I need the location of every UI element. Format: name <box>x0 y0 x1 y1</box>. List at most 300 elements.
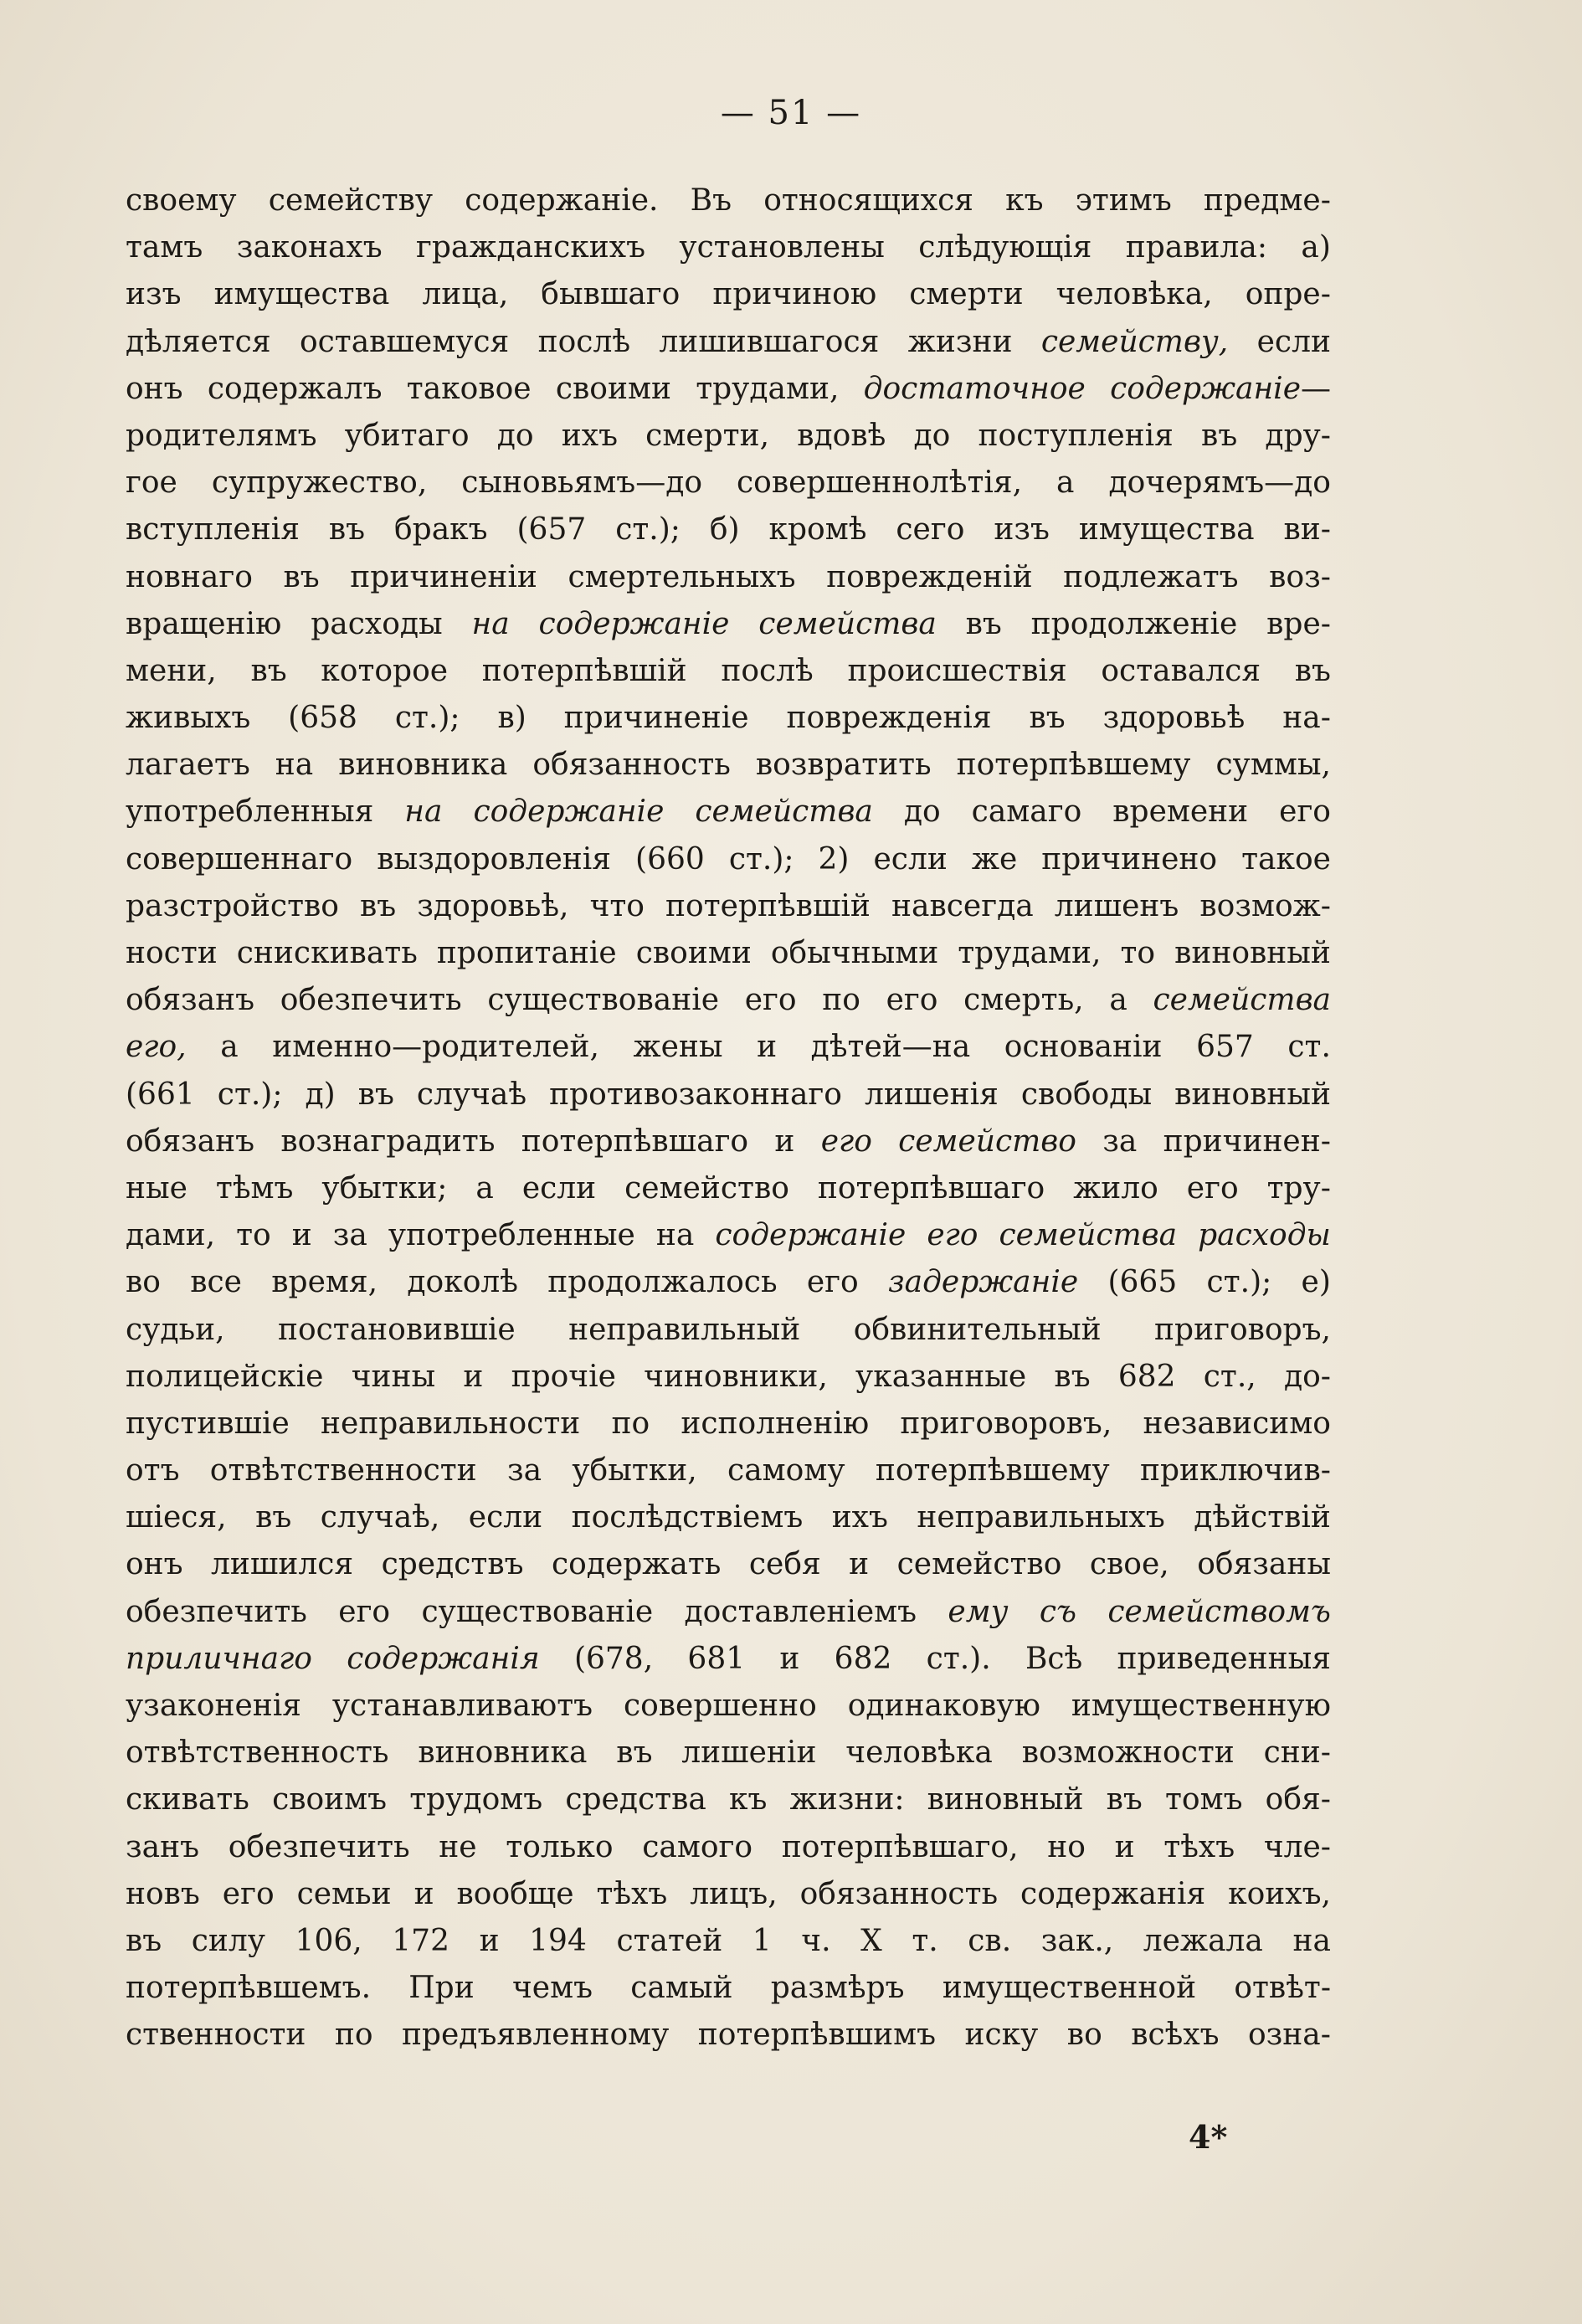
word: обычными <box>770 936 939 970</box>
text-line <box>126 2012 1331 2059</box>
word: его <box>1186 1170 1239 1206</box>
word: дами, <box>126 1218 216 1253</box>
word: лишенъ <box>1054 888 1179 923</box>
text-line <box>126 366 1331 413</box>
word: причиненiе <box>563 701 749 736</box>
word: судьи, <box>126 1312 225 1347</box>
word: ст.); <box>615 512 681 548</box>
word: содержанiя <box>1020 1876 1206 1911</box>
word: приведенныя <box>1117 1641 1331 1676</box>
word: вообще <box>456 1876 574 1911</box>
word: лишенiи <box>681 1735 817 1771</box>
text-line <box>126 554 1331 601</box>
word: если <box>468 1500 543 1535</box>
word: X <box>860 1923 882 1958</box>
word: чины <box>351 1359 436 1394</box>
word: самый <box>630 1971 733 2006</box>
text-line <box>126 319 1331 366</box>
word: слѣдующiя <box>918 230 1092 265</box>
word: во <box>1066 2018 1102 2053</box>
word: 682 <box>834 1641 892 1676</box>
word: содержанiе <box>473 794 665 830</box>
word: самаго <box>971 794 1082 830</box>
word: содержанiе <box>715 1218 907 1253</box>
text-line <box>126 1259 1331 1306</box>
word: содержанiе. <box>465 183 659 218</box>
word: подлежатъ <box>1063 559 1239 594</box>
word: вращенiю <box>126 606 282 641</box>
word: пустившiе <box>126 1406 290 1441</box>
word: потерпѣвшаго, <box>781 1829 1019 1864</box>
word: здоровьѣ, <box>417 888 569 923</box>
word: воз- <box>1269 559 1331 594</box>
word: употребленные <box>388 1218 635 1253</box>
word: тру- <box>1266 1170 1331 1206</box>
word: ви- <box>1283 512 1331 548</box>
word: если <box>521 1170 597 1206</box>
word: 172 <box>392 1923 449 1958</box>
text-line <box>126 1307 1331 1354</box>
word: потерпѣвшему <box>956 748 1191 783</box>
word: семейство <box>898 1123 1076 1159</box>
word: семейство <box>896 1547 1062 1582</box>
word: трудомъ <box>409 1782 543 1818</box>
word: жизни <box>907 324 1013 359</box>
word: расходы <box>1198 1218 1331 1253</box>
word: жизни: <box>789 1782 905 1818</box>
word: продолжалось <box>547 1265 778 1300</box>
word: гражданскихъ <box>416 230 645 265</box>
word: времени <box>1112 794 1249 830</box>
word: основанiи <box>1004 1030 1163 1065</box>
word: обязанность <box>532 748 731 783</box>
word: во <box>126 1265 161 1300</box>
word: всѣхъ <box>1131 2018 1220 2053</box>
word: вступленiя <box>126 512 300 548</box>
word: приключив- <box>1140 1453 1331 1488</box>
word: обвинительный <box>853 1312 1102 1347</box>
text-line <box>126 1165 1331 1212</box>
word: тѣхъ <box>1163 1829 1235 1864</box>
word: живыхъ <box>126 701 251 736</box>
word: тамъ <box>126 230 203 265</box>
word: 657 <box>1196 1030 1254 1065</box>
word: имущества <box>213 277 390 312</box>
word: (678, <box>573 1641 654 1676</box>
text-line <box>126 1072 1331 1118</box>
word: виновный <box>1174 1077 1331 1112</box>
text-line <box>126 413 1331 460</box>
word: шiеся, <box>126 1500 227 1535</box>
word: въ <box>1029 701 1066 736</box>
word: убытки, <box>572 1453 697 1488</box>
word: обезпечить <box>228 1829 410 1864</box>
word: все <box>190 1265 242 1300</box>
text-line <box>126 1447 1331 1494</box>
word: его <box>1279 794 1331 830</box>
word: по <box>334 2018 373 2053</box>
word: сыновьямъ—до <box>461 465 703 501</box>
word: самого <box>642 1829 753 1864</box>
word: вознаградить <box>280 1123 496 1159</box>
word: дѣляется <box>126 324 271 359</box>
word: виновный <box>1174 936 1331 970</box>
word: б) <box>709 512 740 548</box>
word: онъ <box>126 1547 183 1582</box>
word: семейство <box>624 1170 789 1206</box>
text-line <box>126 1494 1331 1541</box>
word: а <box>1109 983 1127 1018</box>
word: семейства <box>758 606 937 641</box>
word: тѣхъ <box>596 1876 668 1911</box>
word: въ <box>328 512 366 548</box>
word: но <box>1047 1829 1086 1864</box>
word: родителямъ <box>126 418 317 453</box>
word: лежала <box>1143 1923 1263 1958</box>
word: независимо <box>1143 1406 1331 1441</box>
word: средствъ <box>381 1547 524 1582</box>
text-line <box>126 224 1331 271</box>
word: ст., <box>1203 1359 1256 1394</box>
word: вдовѣ <box>797 418 886 453</box>
word: въ <box>360 888 397 923</box>
word: убытки; <box>321 1170 448 1206</box>
word: ст. <box>1287 1030 1331 1065</box>
word: употребленныя <box>126 794 374 830</box>
word: трудами, <box>696 371 840 406</box>
word: обязанъ <box>126 983 255 1018</box>
word: за <box>332 1218 367 1253</box>
word: въ <box>1294 653 1331 688</box>
word: человѣка <box>845 1735 993 1771</box>
word: прочiе <box>511 1359 616 1394</box>
text-line <box>126 742 1331 789</box>
word: содержанiе— <box>1110 371 1331 406</box>
word: въ <box>1106 1782 1143 1818</box>
word: содержалъ <box>207 371 383 406</box>
word: поврежденiй <box>826 559 1033 594</box>
word: потерпѣвшiй <box>665 888 871 923</box>
word: д) <box>305 1077 336 1112</box>
word: до <box>496 418 534 453</box>
word: чле- <box>1263 1829 1331 1864</box>
word: поврежденiя <box>786 701 992 736</box>
word: своими <box>555 371 671 406</box>
word: его <box>222 1876 275 1911</box>
body-text <box>126 177 1331 2059</box>
word: сни- <box>1263 1735 1331 1771</box>
word: установлены <box>679 230 885 265</box>
text-line <box>126 648 1331 695</box>
word: на <box>275 748 314 783</box>
word: трудами, <box>958 936 1102 970</box>
word: 681 <box>687 1641 746 1676</box>
word: послѣдствiемъ <box>571 1500 804 1535</box>
word: имущественной <box>942 1971 1197 2006</box>
word: если <box>873 841 948 877</box>
word: что <box>589 888 645 923</box>
word: скивать <box>126 1782 249 1818</box>
word: и <box>479 1923 500 1958</box>
word: ственности <box>126 2018 306 2053</box>
word: задержанiе <box>888 1265 1079 1300</box>
word: такое <box>1241 841 1331 877</box>
word: доколѣ <box>407 1265 518 1300</box>
word: семействомъ <box>1107 1594 1331 1629</box>
word: на <box>655 1218 695 1253</box>
word: чемъ <box>511 1971 593 2006</box>
word: свободы <box>1020 1077 1153 1112</box>
word: обезпечить <box>280 983 462 1018</box>
word: лишился <box>211 1547 354 1582</box>
word: послѣ <box>537 324 631 359</box>
word: въ <box>1201 418 1238 453</box>
text-line <box>126 506 1331 553</box>
text-line <box>126 1212 1331 1259</box>
word: При <box>408 1971 475 2006</box>
text-line <box>126 1541 1331 1588</box>
word: совершеннолѣтiя, <box>737 465 1023 501</box>
text-line <box>126 601 1331 648</box>
word: смерть, <box>963 983 1084 1018</box>
text-line <box>126 1871 1331 1918</box>
word: именно—родителей, <box>272 1030 599 1065</box>
word: противозаконнаго <box>549 1077 842 1112</box>
word: смерти <box>909 277 1024 312</box>
word: же <box>971 841 1018 877</box>
word: (657 <box>516 512 587 548</box>
word: дѣтей—на <box>810 1030 971 1065</box>
word: ему <box>948 1594 1009 1629</box>
word: навсегда <box>891 888 1034 923</box>
word: зак., <box>1040 1923 1114 1958</box>
word: приговоръ, <box>1154 1312 1331 1347</box>
text-line <box>126 1683 1331 1730</box>
word: къ <box>1005 183 1044 218</box>
text-line <box>126 1118 1331 1165</box>
word: устанавливаютъ <box>331 1689 593 1723</box>
word: указанные <box>855 1359 1027 1394</box>
word: отвѣт- <box>1234 1971 1331 2006</box>
page-number: — 51 — <box>720 94 862 132</box>
word: предъявленному <box>401 2018 670 2053</box>
word: силу <box>191 1923 265 1958</box>
word: одинаковую <box>847 1689 1040 1723</box>
word: (661 <box>126 1077 195 1112</box>
word: полицейскiе <box>126 1359 324 1394</box>
word: человѣка, <box>1056 277 1213 312</box>
word: статей <box>616 1923 723 1958</box>
word: вре- <box>1266 606 1331 641</box>
word: въ <box>283 559 320 594</box>
word: причиненiи <box>350 559 537 594</box>
word: виновника <box>338 748 508 783</box>
word: 2) <box>818 841 850 877</box>
word: ные <box>126 1170 187 1206</box>
word: возвратить <box>755 748 932 783</box>
text-line <box>126 1024 1331 1071</box>
signature-mark: 4* <box>1189 2118 1228 2156</box>
word: изъ <box>126 277 182 312</box>
word: томъ <box>1164 1782 1243 1818</box>
word: своимъ <box>272 1782 388 1818</box>
word: Въ <box>690 183 732 218</box>
word: смерти, <box>645 418 770 453</box>
word: его <box>886 983 938 1018</box>
word: новъ <box>126 1876 200 1911</box>
word: неправильности <box>321 1406 581 1441</box>
word: своему <box>126 183 237 218</box>
word: себя <box>748 1547 821 1582</box>
word: обезпечить <box>126 1594 307 1629</box>
word: въ <box>616 1735 653 1771</box>
word: содержать <box>551 1547 722 1582</box>
word: семейства <box>695 794 873 830</box>
word: т. <box>912 1923 938 1958</box>
text-line <box>126 271 1331 318</box>
word: потерпѣвшiй <box>481 653 687 688</box>
word: потерпѣвшимъ <box>697 2018 937 2053</box>
word: въ <box>255 1500 292 1535</box>
word: выздоровленiя <box>377 841 612 877</box>
word: причиною <box>712 277 877 312</box>
word: средства <box>565 1782 706 1818</box>
word: е) <box>1301 1265 1331 1300</box>
word: правила: <box>1125 230 1268 265</box>
text-line <box>126 1965 1331 2012</box>
word: его <box>820 1123 872 1159</box>
word: содержанiе <box>538 606 730 641</box>
word: здоровьѣ <box>1102 701 1246 736</box>
word: и <box>774 1123 795 1159</box>
word: новнаго <box>126 559 253 594</box>
word: существованiе <box>487 983 720 1018</box>
text-line <box>126 930 1331 977</box>
word: ихъ <box>561 418 618 453</box>
word: бракъ <box>393 512 488 548</box>
word: только <box>506 1829 614 1864</box>
word: имущества <box>1078 512 1255 548</box>
text-line <box>126 177 1331 224</box>
word: снискивать <box>236 936 418 970</box>
word: отвѣтственности <box>209 1453 477 1488</box>
word: на- <box>1282 701 1331 736</box>
word: и <box>291 1218 312 1253</box>
word: существованiе <box>421 1594 654 1629</box>
word: коихъ, <box>1228 1876 1331 1911</box>
word: доставленiемъ <box>684 1594 917 1629</box>
word: содержанiя <box>347 1641 540 1676</box>
word: и <box>1114 1829 1135 1864</box>
text-line <box>126 1730 1331 1776</box>
word: виновника <box>418 1735 588 1771</box>
word: то <box>1120 936 1156 970</box>
word: и <box>757 1030 778 1065</box>
word: въ <box>965 606 1002 641</box>
word: лишенiя <box>864 1077 999 1112</box>
word: оставшемуся <box>299 324 510 359</box>
word: причинен- <box>1163 1123 1331 1159</box>
word: гое <box>126 465 177 501</box>
word: въ <box>250 653 287 688</box>
word: лицъ, <box>690 1876 778 1911</box>
word: за <box>1102 1123 1138 1159</box>
word: супружество, <box>211 465 428 501</box>
word: смертельныхъ <box>568 559 796 594</box>
word: мени, <box>126 653 217 688</box>
text-line <box>126 789 1331 836</box>
text-line <box>126 1918 1331 1965</box>
text-line <box>126 1824 1331 1871</box>
word: потерпѣвшемъ. <box>126 1971 372 2006</box>
word: достаточное <box>863 371 1086 406</box>
word: и <box>779 1641 800 1676</box>
text-line <box>126 695 1331 742</box>
word: отъ <box>126 1453 180 1488</box>
word: съ <box>1039 1594 1076 1629</box>
word: чиновники, <box>644 1359 828 1394</box>
word: таковое <box>406 371 532 406</box>
word: озна- <box>1247 2018 1331 2053</box>
word: лагаетъ <box>126 748 250 783</box>
word: (665 <box>1107 1265 1178 1300</box>
word: возмож- <box>1199 888 1331 923</box>
word: самому <box>727 1453 845 1488</box>
word: семейству <box>268 183 434 218</box>
word: этимъ <box>1075 183 1172 218</box>
word: ст.); <box>217 1077 283 1112</box>
word: исполненiю <box>681 1406 870 1441</box>
word: дѣйствiй <box>1194 1500 1331 1535</box>
word: лишившагося <box>659 324 880 359</box>
text-line <box>126 1589 1331 1636</box>
word: дру- <box>1265 418 1331 453</box>
word: жило <box>1073 1170 1158 1206</box>
word: не <box>439 1829 477 1864</box>
word: бывшаго <box>541 277 681 312</box>
word: опре- <box>1245 277 1331 312</box>
word: случаѣ, <box>320 1500 440 1535</box>
word: въ <box>357 1077 394 1112</box>
word: законахъ <box>236 230 383 265</box>
word: неправильныхъ <box>917 1500 1165 1535</box>
word: убитаго <box>344 418 470 453</box>
word: 1 <box>752 1923 772 1958</box>
text-line <box>126 1354 1331 1401</box>
word: приговоровъ, <box>900 1406 1112 1441</box>
word: занъ <box>126 1829 199 1864</box>
word: оставался <box>1101 653 1261 688</box>
word: семейства <box>999 1218 1178 1253</box>
word: до- <box>1283 1359 1331 1394</box>
word: постановившiе <box>277 1312 516 1347</box>
word: если <box>1256 324 1331 359</box>
word: семейства <box>1153 983 1331 1018</box>
word: и <box>849 1547 870 1582</box>
word: пропитанiе <box>436 936 617 970</box>
word: случаѣ <box>416 1077 527 1112</box>
word: ности <box>126 936 218 970</box>
word: а <box>475 1170 494 1206</box>
word: а) <box>1301 230 1331 265</box>
word: ст.); <box>1206 1265 1272 1300</box>
word: а <box>220 1030 239 1065</box>
word: виновный <box>927 1782 1084 1818</box>
word: въ <box>126 1923 162 1958</box>
word: ст.); <box>394 701 460 736</box>
word: его <box>806 1265 859 1300</box>
word: кромѣ <box>768 512 867 548</box>
